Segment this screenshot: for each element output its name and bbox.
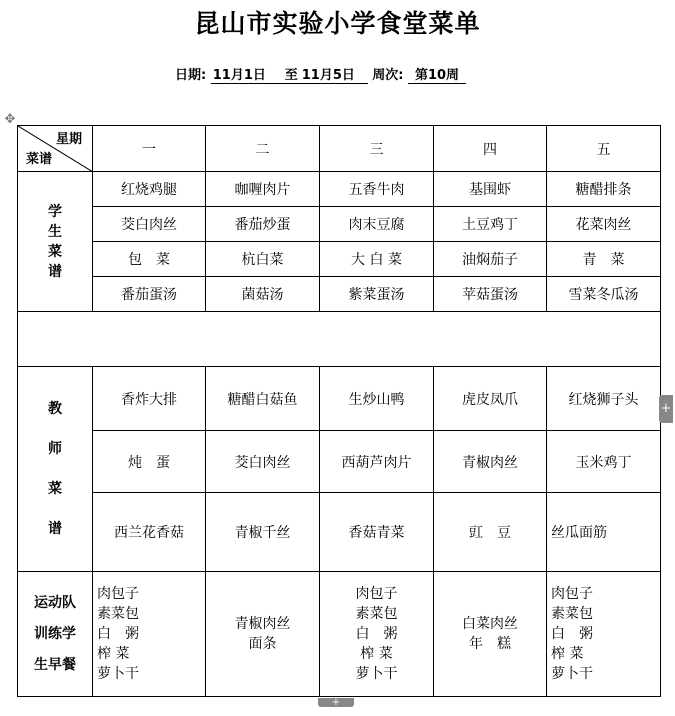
day-header-wed: 三: [320, 126, 434, 172]
menu-cell: 大 白 菜: [320, 242, 434, 277]
day-header-tue: 二: [206, 126, 320, 172]
teacher-row: [18, 431, 661, 493]
menu-cell: 西葫芦肉片: [320, 431, 434, 493]
date-line: [175, 64, 466, 84]
date-label: 日期:: [175, 68, 207, 83]
team-breakfast-fri: 肉包子 素菜包 白 粥 榨 菜 萝卜干: [547, 572, 661, 697]
menu-cell: 红烧狮子头: [547, 367, 661, 431]
menu-cell: 香菇青菜: [320, 493, 434, 572]
menu-cell: 花菜肉丝: [547, 207, 661, 242]
student-row: [18, 207, 661, 242]
menu-cell: 肉末豆腐: [320, 207, 434, 242]
menu-cell: 基围虾: [434, 172, 547, 207]
team-breakfast-wed: 肉包子 素菜包 白 粥 榨 菜 萝卜干: [320, 572, 434, 697]
team-breakfast-row: [18, 572, 661, 697]
menu-cell: 青椒肉丝: [434, 431, 547, 493]
student-menu-label: 学 生 菜 谱: [18, 172, 93, 312]
menu-cell: 丝瓜面筋: [547, 493, 661, 572]
corner-menu-label: 菜谱: [26, 152, 53, 167]
to-label: 至: [277, 64, 300, 84]
menu-cell: 茭白肉丝: [93, 207, 206, 242]
day-header-mon: 一: [93, 126, 206, 172]
team-breakfast-thu: 白菜肉丝 年 糕: [434, 572, 547, 697]
team-breakfast-mon: 肉包子 素菜包 白 粥 榨 菜 萝卜干: [93, 572, 206, 697]
menu-cell: 菌菇汤: [206, 277, 320, 312]
blank-separator-row: [18, 312, 661, 367]
menu-cell: 杭白菜: [206, 242, 320, 277]
menu-cell: 番茄炒蛋: [206, 207, 320, 242]
menu-cell: 青 菜: [547, 242, 661, 277]
start-date: 11月1日: [211, 64, 277, 84]
corner-weekday-label: 星期: [55, 132, 82, 147]
menu-table: [17, 125, 661, 697]
menu-cell: 青椒千丝: [206, 493, 320, 572]
menu-cell: 虎皮凤爪: [434, 367, 547, 431]
teacher-menu-label: 教 师 菜 谱: [18, 367, 93, 572]
menu-cell: 炖 蛋: [93, 431, 206, 493]
day-header-fri: 五: [547, 126, 661, 172]
menu-cell: 豇 豆: [434, 493, 547, 572]
menu-cell: 糖醋白菇鱼: [206, 367, 320, 431]
menu-cell: 五香牛肉: [320, 172, 434, 207]
menu-cell: 雪菜冬瓜汤: [547, 277, 661, 312]
menu-cell: 紫菜蛋汤: [320, 277, 434, 312]
student-row: [18, 277, 661, 312]
page-title: 昆山市实验小学食堂菜单: [194, 9, 481, 38]
menu-cell: 咖喱肉片: [206, 172, 320, 207]
week-number: 第10周: [408, 64, 466, 84]
menu-cell: 番茄蛋汤: [93, 277, 206, 312]
day-header-thu: 四: [434, 126, 547, 172]
menu-cell: 油焖茄子: [434, 242, 547, 277]
plus-icon[interactable]: +: [659, 395, 673, 423]
menu-cell: 玉米鸡丁: [547, 431, 661, 493]
menu-cell: 茭白肉丝: [206, 431, 320, 493]
teacher-row: [18, 367, 661, 431]
student-row: [18, 172, 661, 207]
menu-cell: 糖醋排条: [547, 172, 661, 207]
plus-icon[interactable]: +: [318, 698, 354, 707]
team-breakfast-tue: 青椒肉丝 面条: [206, 572, 320, 697]
menu-cell: 香炸大排: [93, 367, 206, 431]
week-label: 周次:: [372, 68, 404, 83]
menu-cell: 苹菇蛋汤: [434, 277, 547, 312]
end-date: 11月5日: [300, 64, 368, 84]
team-breakfast-label: 运动队 训练学 生早餐: [18, 572, 93, 697]
menu-cell: 生炒山鸭: [320, 367, 434, 431]
menu-cell: 包 菜: [93, 242, 206, 277]
menu-cell: 西兰花香菇: [93, 493, 206, 572]
move-icon[interactable]: ✥: [4, 112, 16, 127]
corner-cell: [18, 126, 93, 172]
menu-cell: 红烧鸡腿: [93, 172, 206, 207]
header-row: [18, 126, 661, 172]
blank-cell: [18, 312, 661, 367]
menu-cell: 土豆鸡丁: [434, 207, 547, 242]
student-row: [18, 242, 661, 277]
teacher-row: [18, 493, 661, 572]
